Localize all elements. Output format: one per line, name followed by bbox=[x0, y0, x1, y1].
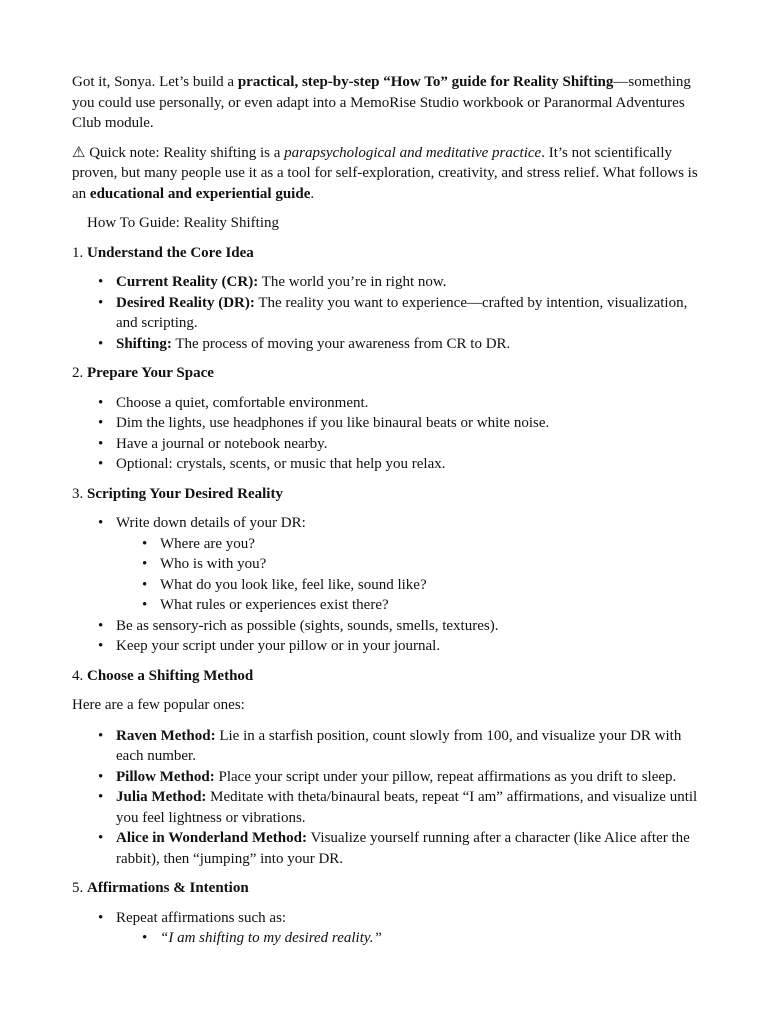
list-item bbox=[116, 513, 698, 616]
intro-text: Got it, Sonya. Let’s build a bbox=[72, 74, 238, 90]
sub-list-item: • What rules or experiences exist there? bbox=[160, 595, 698, 616]
bullet-list bbox=[72, 726, 698, 870]
list-item-term: Raven Method: bbox=[116, 727, 216, 744]
note-italic: parapsychological and meditative practice bbox=[284, 144, 542, 161]
section-number: 3. bbox=[72, 485, 84, 502]
list-item-term: Julia Method: bbox=[116, 789, 207, 805]
section-lead: Here are a few popular ones: bbox=[72, 697, 245, 713]
list-item: • Be as sensory-rich as possible (sights, sounds, smells, textures). bbox=[116, 616, 698, 637]
note-text: ⚠ Quick note: Reality shifting is a bbox=[72, 144, 285, 161]
intro-text: —something you could use personally, or even adapt into a MemoRise Studio workbook or Paranormal Adventures Club module. bbox=[72, 74, 691, 131]
bullet-list bbox=[72, 513, 698, 657]
list-item-text: The world you’re in right now. bbox=[258, 274, 447, 290]
section-number: 4. bbox=[72, 667, 84, 684]
section-number: 5. bbox=[72, 880, 84, 896]
list-item-text: Repeat affirmations such as: bbox=[116, 909, 287, 926]
bullet-list bbox=[72, 393, 698, 475]
bullet-list bbox=[72, 272, 698, 354]
sub-list-item: • What do you look like, feel like, sound like? bbox=[160, 575, 698, 596]
list-item bbox=[116, 293, 698, 334]
section-number: 2. bbox=[72, 365, 84, 381]
list-item: • Keep your script under your pillow or in your journal. bbox=[116, 636, 698, 657]
list-item-term: Alice in Wonderland Method: bbox=[116, 830, 307, 846]
quick-note-paragraph bbox=[72, 143, 698, 205]
list-item bbox=[116, 726, 698, 767]
section-heading bbox=[72, 666, 698, 687]
section-title: Choose a Shifting Method bbox=[87, 667, 254, 684]
section-title: Understand the Core Idea bbox=[87, 244, 254, 261]
list-item-term: Current Reality (CR): bbox=[116, 274, 259, 290]
list-item-term: Pillow Method: bbox=[116, 768, 215, 785]
list-item bbox=[116, 787, 698, 828]
list-item: • Choose a quiet, comfortable environment. bbox=[116, 393, 698, 414]
affirmation-text: “I am shifting to my desired reality.” bbox=[160, 930, 382, 946]
list-item: • Optional: crystals, scents, or music that help you relax. bbox=[116, 454, 698, 475]
bullet-list bbox=[72, 908, 698, 949]
note-text: . It’s not scientifically proven, but many people use it as a tool for self-exploration, creativity, and stress relief. What follows is an bbox=[72, 144, 698, 202]
list-item-text: Write down details of your DR: bbox=[116, 515, 306, 531]
note-text: . bbox=[310, 185, 315, 202]
intro-paragraph bbox=[72, 72, 698, 134]
guide-title: How To Guide: Reality Shifting bbox=[87, 215, 279, 231]
section-title: Scripting Your Desired Reality bbox=[87, 485, 283, 502]
list-item-text: The process of moving your awareness from CR to DR. bbox=[171, 335, 511, 352]
list-item bbox=[116, 272, 698, 293]
list-item: • Have a journal or notebook nearby. bbox=[116, 434, 698, 455]
sub-list-item: • Where are you? bbox=[160, 534, 698, 555]
intro-emphasis: practical, step-by-step “How To” guide for Reality Shifting bbox=[237, 74, 614, 90]
list-item-term: Shifting: bbox=[116, 335, 172, 352]
section-title: Affirmations & Intention bbox=[87, 880, 249, 896]
list-item bbox=[116, 334, 698, 355]
list-item bbox=[116, 828, 698, 869]
list-item bbox=[116, 767, 698, 788]
section-heading bbox=[72, 878, 698, 899]
list-item: • Dim the lights, use headphones if you like binaural beats or white noise. bbox=[116, 413, 698, 434]
section-title: Prepare Your Space bbox=[87, 365, 214, 381]
list-item-text: The reality you want to experience—crafted by intention, visualization, and scripting. bbox=[116, 294, 688, 331]
list-item-text: Visualize yourself running after a character (like Alice after the rabbit), then “jumping” into your DR. bbox=[116, 830, 690, 867]
list-item-text: Place your script under your pillow, repeat affirmations as you drift to sleep. bbox=[214, 768, 677, 785]
list-item-term: Desired Reality (DR): bbox=[116, 294, 255, 311]
section-heading bbox=[72, 363, 698, 384]
section-number: 1. bbox=[72, 244, 84, 261]
note-emphasis: educational and experiential guide bbox=[89, 185, 311, 202]
sub-list-item bbox=[160, 928, 698, 949]
section-heading bbox=[72, 243, 698, 264]
sub-list-item: • Who is with you? bbox=[160, 554, 698, 575]
sub-list bbox=[116, 928, 698, 949]
section-heading bbox=[72, 484, 698, 505]
list-item bbox=[116, 908, 698, 949]
list-item-text: Meditate with theta/binaural beats, repeat “I am” affirmations, and visualize until you feel lightness or vibrations. bbox=[116, 789, 698, 826]
list-item-text: Lie in a starfish position, count slowly from 100, and visualize your DR with each number. bbox=[116, 727, 682, 764]
sub-list bbox=[116, 534, 698, 616]
